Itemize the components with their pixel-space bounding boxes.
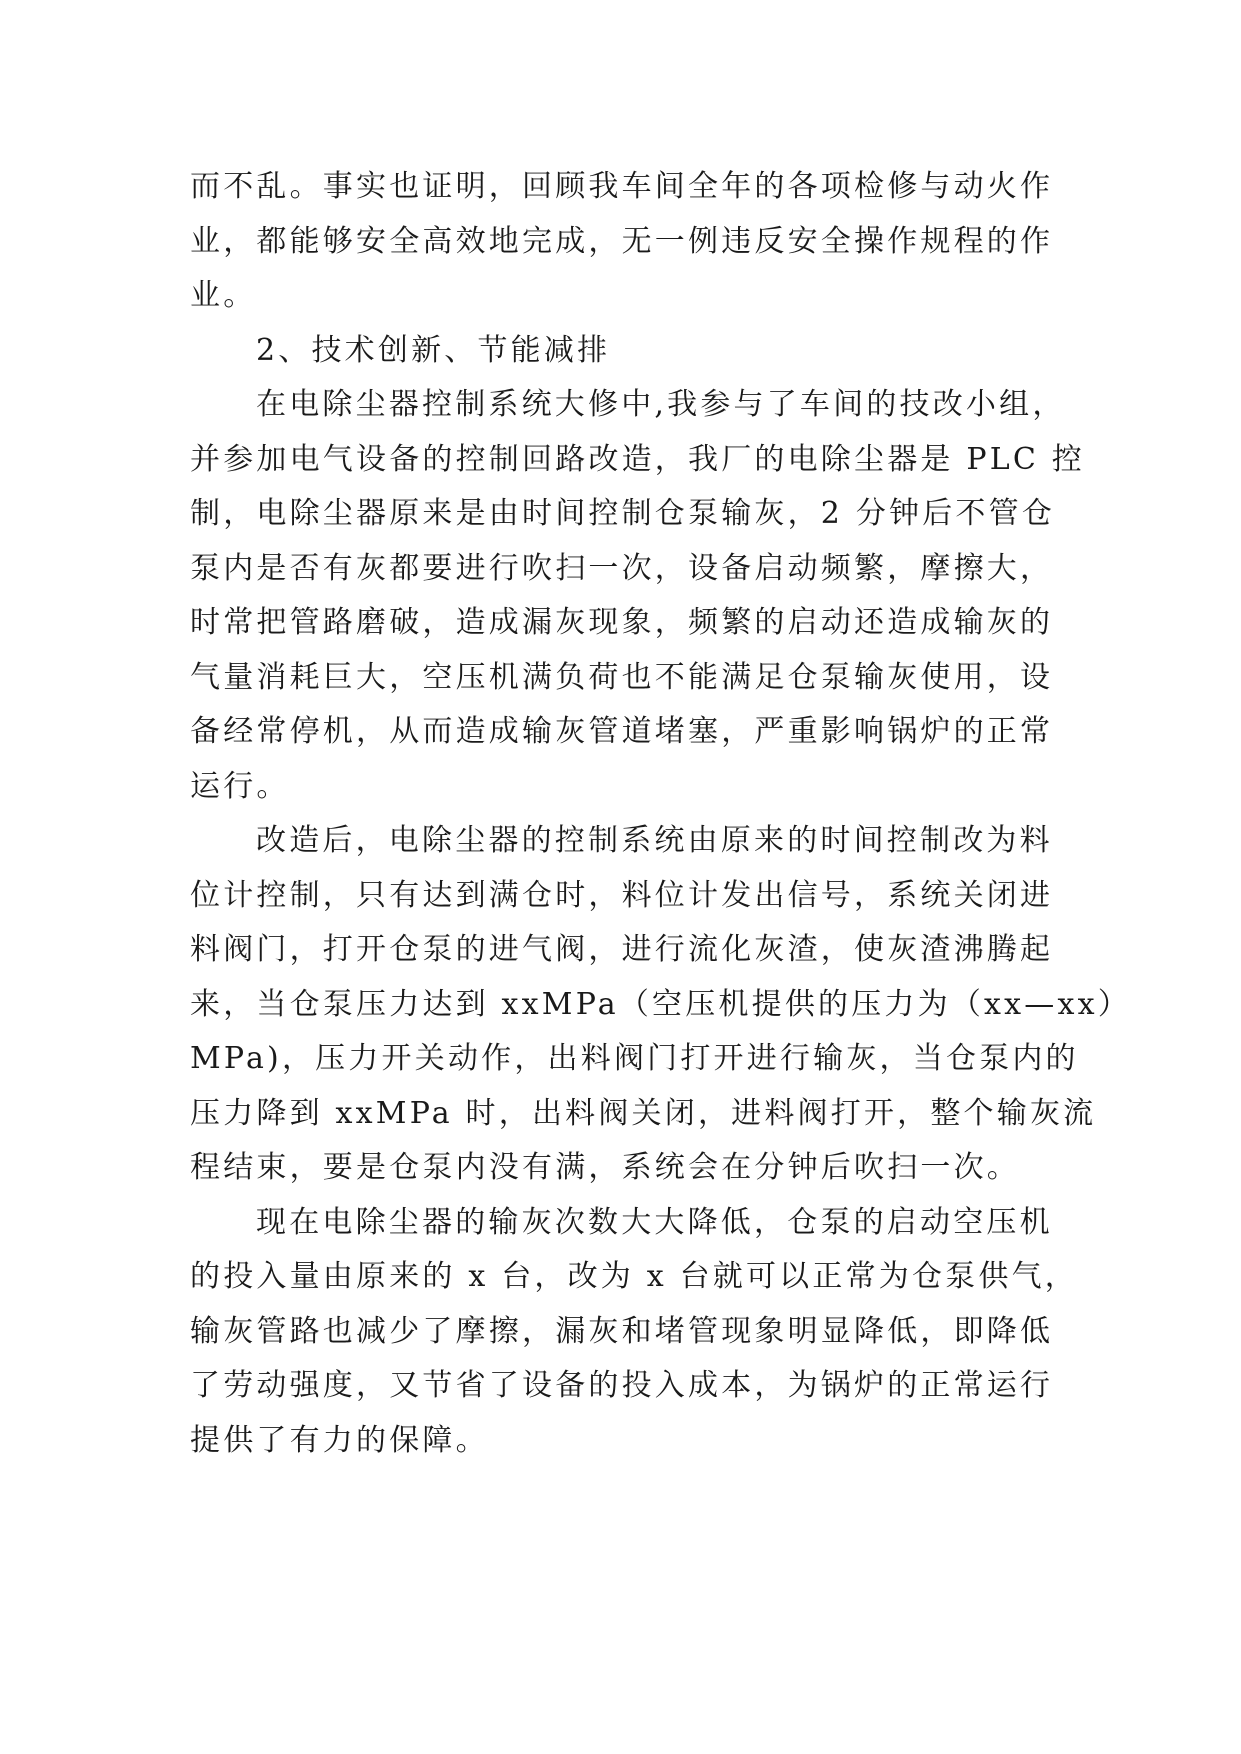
text-line: 时常把管路磨破，造成漏灰现象，频繁的启动还造成输灰的 [190, 605, 1054, 640]
text-line: 业，都能够安全高效地完成，无一例违反安全操作规程的作 [190, 223, 1054, 259]
text-line: 现在电除尘器的输灰次数大大降低，仓泵的启动空压机 [256, 1204, 1053, 1240]
text-line: 位计控制，只有达到满仓时，料位计发出信号，系统关闭进 [190, 877, 1054, 913]
text-line: 输灰管路也减少了摩擦，漏灰和堵管现象明显降低，即降低 [190, 1313, 1054, 1349]
text-line: 料阀门，打开仓泵的进气阀，进行流化灰渣，使灰渣沸腾起 [190, 932, 1054, 967]
text-line: 改造后，电除尘器的控制系统由原来的时间控制改为料 [256, 823, 1053, 858]
text-line: 提供了有力的保障。 [190, 1422, 489, 1458]
text-line: 备经常停机，从而造成输灰管道堵塞，严重影响锅炉的正常 [190, 714, 1054, 749]
text-line: 来，当仓泵压力达到 xxMPa（空压机提供的压力为（xx—xx） [190, 986, 1131, 1022]
text-line: 气量消耗巨大，空压机满负荷也不能满足仓泵输灰使用，设 [190, 659, 1054, 695]
text-line: 了劳动强度，又节省了设备的投入成本，为锅炉的正常运行 [190, 1368, 1054, 1403]
text-line: 并参加电气设备的控制回路改造，我厂的电除尘器是 PLC 控 [190, 441, 1085, 477]
text-line: 在电除尘器控制系统大修中,我参与了车间的技改小组， [256, 387, 1066, 422]
text-line: 泵内是否有灰都要进行吹扫一次，设备启动频繁，摩擦大， [190, 550, 1054, 586]
text-line: 压力降到 xxMPa 时，出料阀关闭，进料阀打开，整个输灰流 [190, 1095, 1097, 1131]
document-body [190, 160, 1131, 1468]
section-heading: 2、技术创新、节能减排 [256, 332, 611, 368]
text-line: MPa)，压力开关动作，出料阀门打开进行输灰，当仓泵内的 [190, 1041, 1079, 1076]
text-line: 运行。 [190, 768, 290, 804]
text-line: 业。 [190, 278, 257, 313]
text-line: 程结束，要是仓泵内没有满，系统会在分钟后吹扫一次。 [190, 1150, 1020, 1185]
text-line: 而不乱。事实也证明，回顾我车间全年的各项检修与动火作 [190, 169, 1054, 204]
text-line: 制，电除尘器原来是由时间控制仓泵输灰，2 分钟后不管仓 [190, 496, 1056, 531]
text-line: 的投入量由原来的 x 台，改为 x 台就可以正常为仓泵供气， [190, 1259, 1078, 1294]
